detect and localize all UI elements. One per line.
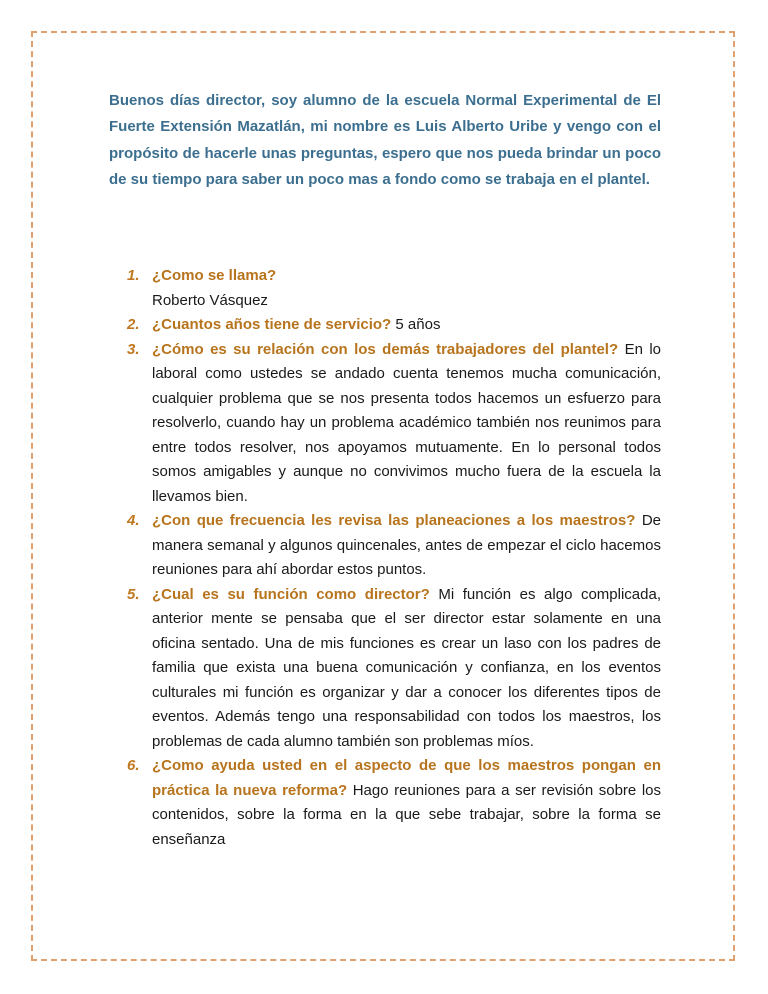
list-item [116,509,661,583]
question-number: 3. [127,340,140,358]
question-number: 2. [127,316,140,333]
question-text: ¿Cómo es su relación con los demás trabajadores del plantel? [152,340,619,358]
answer-text: 5 años [395,316,441,333]
question-number: 6. [127,757,140,774]
answer-text: Hago reuniones para a ser revisión sobre los contenidos, sobre la forma en la que sebe trabajar, sobre la forma se enseñanza [152,781,662,848]
question-text: ¿Como se llama? [152,267,277,284]
list-item [116,264,661,313]
question-number: 5. [127,585,140,603]
answer-text: De manera semanal y algunos quincenales, antes de empezar el ciclo hacemos reuniones para ahí abordar estos puntos. [152,512,662,578]
question-list [116,264,661,852]
list-item [116,313,661,338]
list-item [116,338,661,510]
question-number: 1. [127,267,140,284]
question-number: 4. [127,512,140,529]
question-text: ¿Con que frecuencia les revisa las planeaciones a los maestros? [152,512,636,529]
question-text: ¿Cual es su función como director? [152,585,430,603]
answer-text: Roberto Vásquez [152,291,268,309]
question-text: ¿Cuantos años tiene de servicio? [152,316,392,333]
list-item [116,583,661,755]
answer-text: Mi función es algo complicada, anterior mente se pensaba que el ser director estar solamente en una oficina sentado. Una de mis funciones es crear un laso con los padres de familia que exista una buena comunicación y confianza, en los eventos culturales mi función es organizar y dar a conocer los diferentes tipos de eventos. Además tengo una responsabilidad con todos los maestros, los problemas de cada alumno también son problemas míos. [152,585,662,750]
list-item [116,754,661,852]
intro-paragraph: Buenos días director, soy alumno de la escuela Normal Experimental de El Fuerte Extensión Mazatlán, mi nombre es Luis Alberto Uribe y vengo con el propósito de hacerle unas preguntas, espero que nos pueda brindar un poco de su tiempo para saber un poco mas a fondo como se trabaja en el plantel. [109,92,661,189]
answer-text: En lo laboral como ustedes se andado cuenta tenemos mucha comunicación, cualquier problema que se nos presenta todos hacemos un esfuerzo para resolverlo, cuando hay un problema académico también nos reunimos para entre todos resolver, nos apoyamos mutuamente. En lo personal todos somos amigables y aunque no convivimos mucho fuera de la escuela la llevamos bien. [152,340,661,505]
question-text: ¿Como ayuda usted en el aspecto de que los maestros pongan en práctica la nueva reforma? [152,757,661,799]
